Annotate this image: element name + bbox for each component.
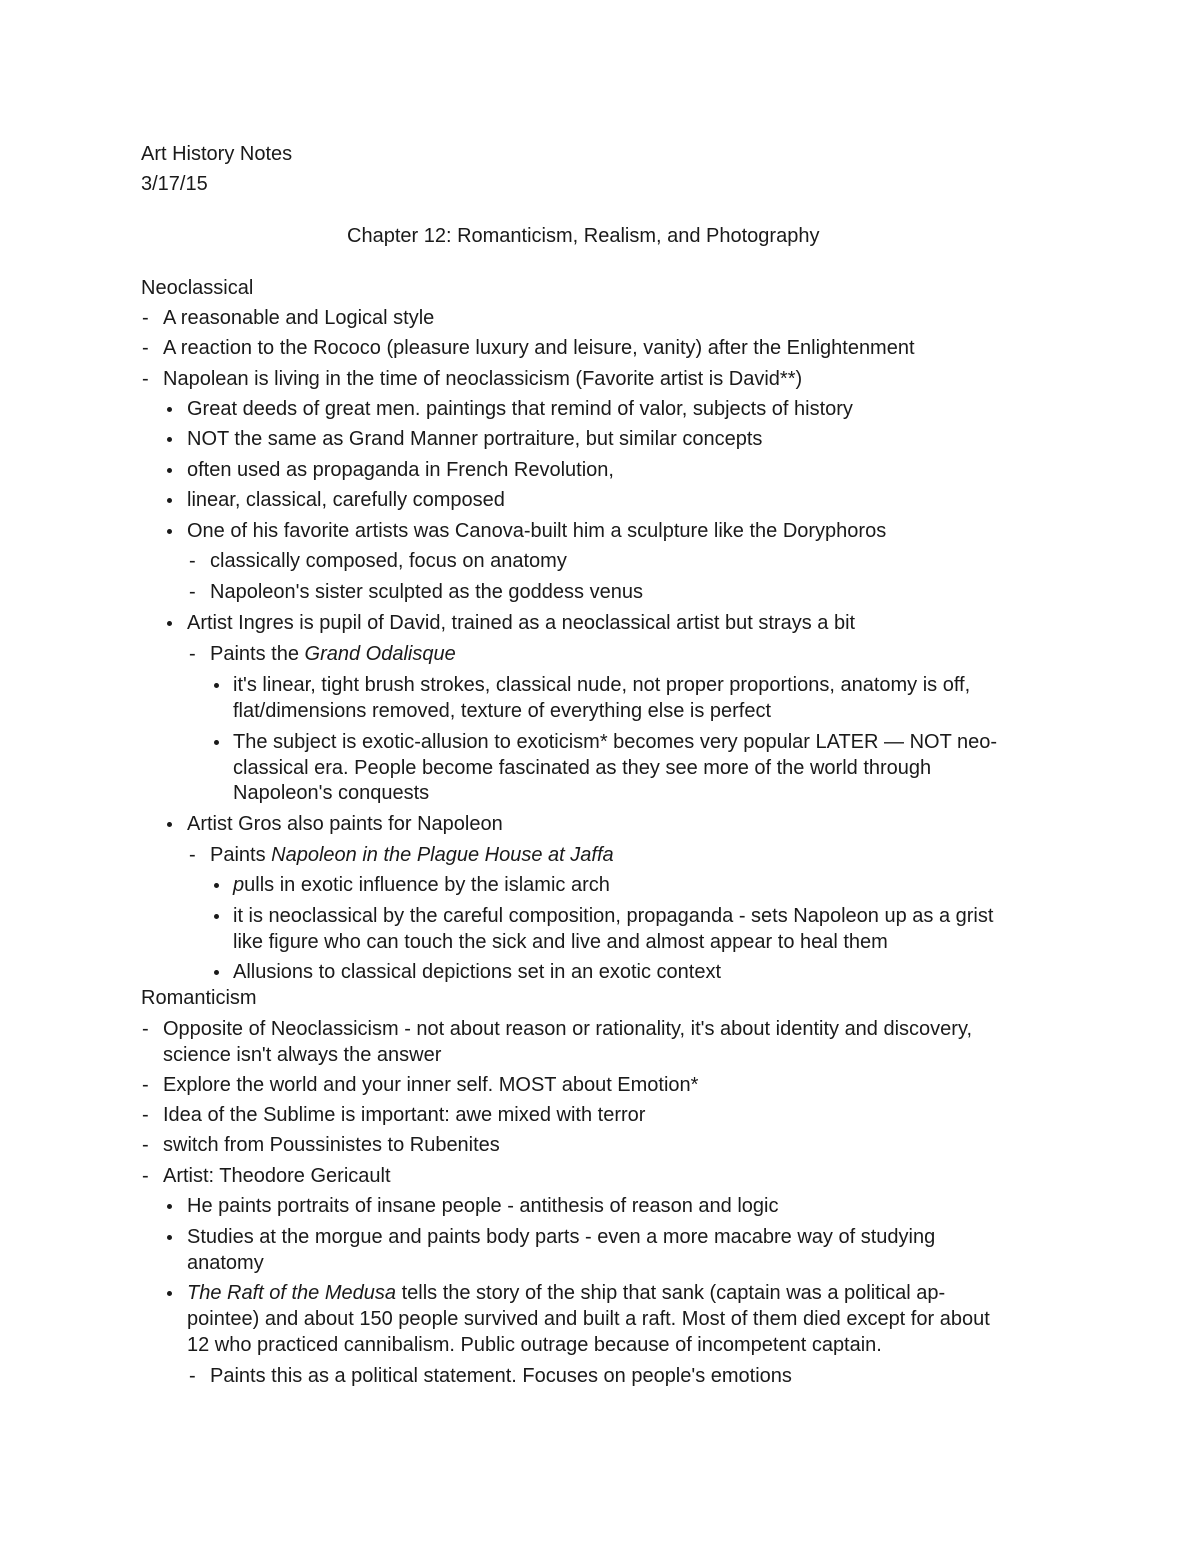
list-item: Studies at the morgue and paints body parts - even a more macabre way of studying [187, 1226, 936, 1248]
bullet-marker [167, 407, 172, 412]
artwork-title: Grand Odalisque [304, 643, 456, 665]
gros-note: ulls in exotic influence by the islamic arch [244, 874, 610, 896]
notes-title: Art History Notes [141, 143, 293, 165]
bullet-marker [167, 1235, 172, 1240]
list-item: Opposite of Neoclassicism - not about reason or rationality, it's about identity and discovery, [163, 1018, 973, 1040]
artwork-title: The Raft of the Medusa [187, 1282, 397, 1304]
list-item: Artist Gros also paints for Napoleon [187, 813, 503, 835]
bullet-marker [167, 1291, 172, 1296]
dash-marker: - [142, 337, 149, 359]
list-item: it is neoclassical by the careful composition, propaganda - sets Napoleon up as a grist [233, 905, 994, 927]
list-item: Explore the world and your inner self. MOST about Emotion* [163, 1074, 699, 1096]
list-item: NOT the same as Grand Manner portraiture, but similar concepts [187, 428, 763, 450]
list-item: The subject is exotic-allusion to exoticism* becomes very popular LATER — NOT neo- [233, 731, 998, 753]
list-item: Paints this as a political statement. Focuses on people's emotions [210, 1365, 792, 1387]
list-item-continuation: Napoleon's conquests [233, 782, 430, 804]
bullet-marker [167, 1204, 172, 1209]
bullet-marker [167, 437, 172, 442]
list-item: A reaction to the Rococo (pleasure luxury and leisure, vanity) after the Enlightenment [163, 337, 915, 359]
artwork-title: Napoleon in the Plague House at Jaffa [271, 844, 614, 866]
bullet-marker [167, 529, 172, 534]
list-item: Idea of the Sublime is important: awe mixed with terror [163, 1104, 646, 1126]
list-item: classically composed, focus on anatomy [210, 550, 567, 572]
list-item [210, 843, 614, 867]
dash-marker: - [142, 1074, 149, 1096]
list-item: Artist: Theodore Gericault [163, 1165, 391, 1187]
list-item: linear, classical, carefully composed [187, 489, 505, 511]
list-item-continuation: anatomy [187, 1252, 264, 1274]
list-item [210, 642, 456, 666]
list-item: often used as propaganda in French Revolution, [187, 459, 614, 481]
list-item-continuation: pointee) and about 150 people survived and built a raft. Most of them died except for about [187, 1308, 990, 1330]
dash-marker: - [189, 1365, 196, 1387]
bullet-marker [214, 740, 219, 745]
list-item-continuation: like figure who can touch the sick and live and almost appear to heal them [233, 931, 888, 953]
list-item-continuation: classical era. People become fascinated as they see more of the world through [233, 757, 932, 779]
bullet-marker [214, 883, 219, 888]
list-item: He paints portraits of insane people - antithesis of reason and logic [187, 1195, 779, 1217]
dash-marker: - [142, 307, 149, 329]
list-item-continuation: flat/dimensions removed, texture of everything else is perfect [233, 700, 772, 722]
list-item: Napolean is living in the time of neoclassicism (Favorite artist is David**) [163, 368, 803, 390]
list-item: Napoleon's sister sculpted as the goddess venus [210, 581, 643, 603]
dash-marker: - [142, 1104, 149, 1126]
list-item-continuation: science isn't always the answer [163, 1044, 442, 1066]
list-item [233, 873, 610, 897]
gros-text: Paints [210, 844, 272, 866]
list-item-continuation: 12 who practiced cannibalism. Public outrage because of incompetent captain. [187, 1334, 882, 1356]
bullet-marker [214, 914, 219, 919]
ingres-text: Paints the [210, 643, 305, 665]
dash-marker: - [189, 643, 196, 665]
dash-marker: - [142, 1165, 149, 1187]
dash-marker: - [189, 581, 196, 603]
raft-text: tells the story of the ship that sank (captain was a political ap- [396, 1282, 946, 1304]
list-item: A reasonable and Logical style [163, 307, 435, 329]
list-item: switch from Poussinistes to Rubenites [163, 1134, 500, 1156]
chapter-title: Chapter 12: Romanticism, Realism, and Photography [347, 225, 820, 247]
dash-marker: - [189, 550, 196, 572]
italic-letter: p [233, 874, 245, 896]
list-item: Allusions to classical depictions set in an exotic context [233, 961, 722, 983]
bullet-marker [167, 822, 172, 827]
bullet-marker [167, 621, 172, 626]
dash-marker: - [142, 368, 149, 390]
bullet-marker [214, 683, 219, 688]
section-heading-neoclassical: Neoclassical [141, 277, 254, 299]
list-item [187, 1281, 945, 1305]
bullet-marker [167, 468, 172, 473]
list-item: One of his favorite artists was Canova-built him a sculpture like the Doryphoros [187, 520, 887, 542]
list-item: Great deeds of great men. paintings that remind of valor, subjects of history [187, 398, 853, 420]
list-item: it's linear, tight brush strokes, classical nude, not proper proportions, anatomy is off, [233, 674, 971, 696]
bullet-marker [167, 498, 172, 503]
dash-marker: - [142, 1134, 149, 1156]
bullet-marker [214, 970, 219, 975]
section-heading-romanticism: Romanticism [141, 987, 257, 1009]
dash-marker: - [189, 844, 196, 866]
dash-marker: - [142, 1018, 149, 1040]
notes-date: 3/17/15 [141, 173, 208, 195]
list-item: Artist Ingres is pupil of David, trained as a neoclassical artist but strays a bit [187, 612, 856, 634]
